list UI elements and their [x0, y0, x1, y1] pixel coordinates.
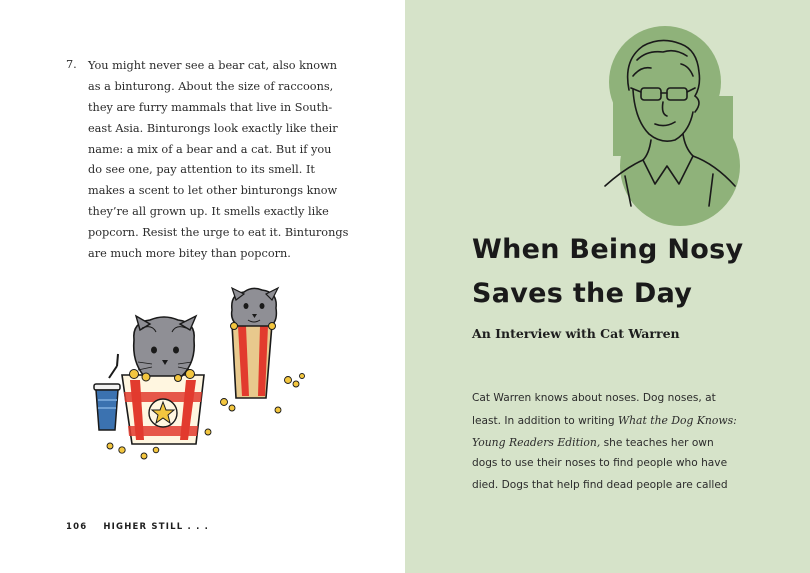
book-title: What the Dog Knows:: [617, 413, 737, 427]
binturong-in-bag: [231, 288, 279, 330]
body-line: [472, 410, 782, 432]
chapter-subtitle: An Interview with Cat Warren: [472, 326, 680, 341]
popcorn-bag-icon: [232, 324, 272, 398]
text-run: Cat Warren knows about noses. Dog noses, at: [472, 392, 716, 404]
text-run: dogs to use their noses to find people who have: [472, 457, 728, 470]
chapter-title-line: Saves the Day: [472, 278, 693, 309]
text-run: died. Dogs that help find dead people are called: [472, 479, 728, 492]
binturong-in-bucket: [130, 316, 197, 382]
body-line: [472, 388, 782, 410]
book-title: Young Readers Edition,: [472, 435, 601, 449]
body-line: they’re all grown up. It smells exactly like: [88, 205, 329, 219]
popcorn-bucket-icon: [122, 375, 204, 444]
drink-cup-icon: [94, 354, 120, 430]
interview-intro: [472, 388, 782, 497]
body-line: [472, 475, 782, 497]
page-number: 106: [66, 522, 88, 532]
running-head: HIGHER STILL . . .: [103, 522, 210, 532]
body-line: do see one, pay attention to its smell. It: [88, 163, 315, 177]
body-line: [472, 432, 782, 454]
folio: [66, 522, 209, 532]
body-line: they are furry mammals that live in South-: [88, 100, 333, 114]
body-line: makes a scent to let other binturongs know: [88, 184, 338, 198]
body-line: as a binturong. About the size of raccoons,: [88, 79, 334, 93]
chapter-title-line: When Being Nosy: [472, 234, 744, 265]
text-run: least. In addition to writing: [472, 414, 618, 427]
item-number: 7.: [66, 58, 77, 71]
body-line: name: a mix of a bear and a cat. But if you: [88, 142, 332, 156]
chapter-number: 8: [585, 16, 586, 17]
binturong-popcorn-illustration: [82, 280, 322, 470]
body-line: are much more bitey than popcorn.: [88, 247, 291, 261]
binturong-paragraph: [88, 56, 388, 265]
body-line: east Asia. Binturongs look exactly like their: [88, 121, 338, 135]
body-line: You might never see a bear cat, also known: [88, 59, 338, 72]
chapter-title: [472, 228, 792, 316]
body-line: popcorn. Resist the urge to eat it. Binturongs: [88, 226, 349, 240]
text-run: she teaches her own: [600, 436, 714, 449]
body-line: [472, 453, 782, 475]
chapter-opener-art: [585, 16, 755, 226]
